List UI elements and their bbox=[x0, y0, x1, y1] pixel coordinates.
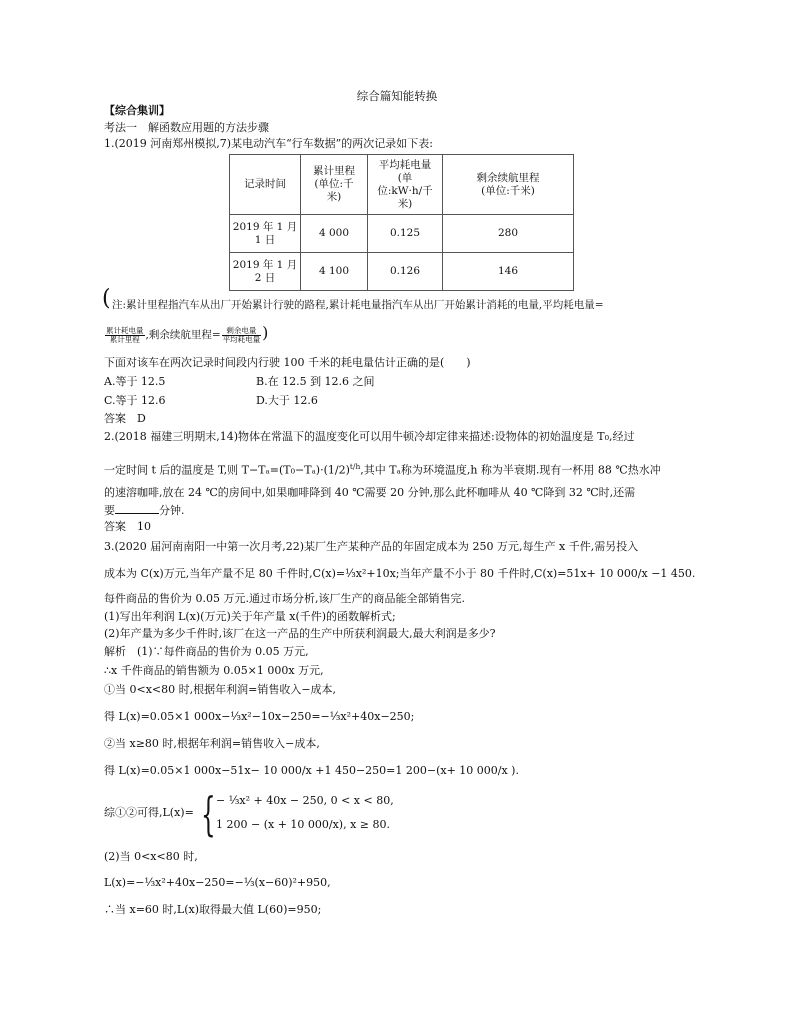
fraction-denominator: 平均耗电量 bbox=[222, 334, 261, 344]
fraction-numerator: 累计耗电量 bbox=[106, 325, 144, 335]
q2-line-4 bbox=[104, 502, 185, 518]
q2-formula-right: ,其中 Tₐ称为环境温度,h 称为半衰期.现有一杯用 88 ℃热水冲 bbox=[360, 463, 661, 477]
table-header-cell bbox=[301, 155, 368, 215]
q1-option-b: B.在 12.5 到 12.6 之间 bbox=[256, 375, 375, 388]
note-fraction-1 bbox=[105, 327, 145, 344]
q3-line-5: (2)年产量为多少千件时,该厂在这一产品的生产中所获利润最大,最大利润是多少? bbox=[104, 627, 496, 640]
table-header-cell bbox=[368, 155, 443, 215]
q3-solution-5: ②当 x≥80 时,根据年利润=销售收入−成本, bbox=[104, 737, 320, 750]
q3-solution-10: ∴当 x=60 时,L(x)取得最大值 L(60)=950; bbox=[104, 903, 322, 916]
note-line-2 bbox=[104, 323, 269, 344]
table-cell bbox=[230, 253, 301, 291]
note-mid-text: ,剩余续航里程= bbox=[145, 329, 221, 341]
table-cell bbox=[230, 215, 301, 253]
section-heading: 【综合集训】 bbox=[104, 104, 170, 117]
q3-solution-2: ∴x 千件商品的销售额为 0.05×1 000x 万元, bbox=[104, 664, 324, 677]
table-header-cell bbox=[230, 155, 301, 215]
q1-option-c: C.等于 12.6 bbox=[104, 394, 166, 407]
q3-line-2: 成本为 C(x)万元,当年产量不足 80 千件时,C(x)=⅓x²+10x;当年产量不小于 80 千件时,C(x)=51x+ 10 000/x −1 450. bbox=[104, 567, 696, 580]
q2-line-4-suffix: 分钟. bbox=[159, 504, 185, 517]
q3-solution-1: 解析 (1)∵每件商品的售价为 0.05 万元, bbox=[104, 645, 309, 658]
q2-line-4-prefix: 要 bbox=[104, 504, 115, 517]
q2-answer: 答案 10 bbox=[104, 520, 151, 533]
table-cell: 4 000 bbox=[301, 215, 368, 253]
q1-option-d: D.大于 12.6 bbox=[256, 394, 318, 407]
fraction-denominator: 累计里程 bbox=[109, 334, 140, 344]
q3-solution-9: L(x)=−⅓x²+40x−250=−⅓(x−60)²+950, bbox=[104, 876, 331, 889]
table-cell: 0.126 bbox=[368, 253, 443, 291]
q3-solution-3: ①当 0<x<80 时,根据年利润=销售收入−成本, bbox=[104, 683, 337, 696]
fraction-numerator: 剩余电量 bbox=[222, 327, 262, 336]
header-text: 记录时间 bbox=[244, 178, 286, 190]
q1-option-a: A.等于 12.5 bbox=[104, 375, 166, 388]
q2-line-3: 的速溶咖啡,放在 24 ℃的房间中,如果咖啡降到 40 ℃需要 20 分钟,那么此杯咖啡从 40 ℃降到 32 ℃时,还需 bbox=[104, 486, 636, 499]
table-cell: 0.125 bbox=[368, 215, 443, 253]
table-header-row bbox=[230, 155, 574, 215]
q3-line-4: (1)写出年利润 L(x)(万元)关于年产量 x(千件)的函数解析式; bbox=[104, 610, 396, 623]
table-row bbox=[230, 215, 574, 253]
q3-piecewise-case-1: − ⅓x² + 40x − 250, 0 < x < 80, bbox=[216, 794, 394, 807]
table-row bbox=[230, 253, 574, 291]
q3-line-3: 每件商品的售价为 0.05 万元.通过市场分析,该厂生产的商品能全部销售完. bbox=[104, 592, 465, 605]
cell-text: 2019 年 1 月 2 日 bbox=[232, 258, 298, 284]
q3-line-1: 3.(2020 届河南南阳一中第一次月考,22)某厂生产某种产品的年固定成本为 250 万元,每生产 x 千件,需另投入 bbox=[104, 540, 639, 553]
note-line-1: 注:累计里程指汽车从出厂开始累计行驶的路程,累计耗电量指汽车从出厂开始累计消耗的电量,平均耗电量= bbox=[112, 299, 604, 311]
table-cell: 4 100 bbox=[301, 253, 368, 291]
page-title: 综合篇知能转换 bbox=[356, 89, 438, 103]
note-left-paren: ( bbox=[102, 286, 111, 311]
q2-formula-left: 一定时间 t 后的温度是 T,则 T−Tₐ=(T₀−Tₐ)· bbox=[104, 463, 324, 477]
q3-piecewise-label: 综①②可得,L(x)= bbox=[104, 806, 194, 819]
table-cell: 280 bbox=[443, 215, 574, 253]
header-text: 剩余续航里程 (单位:千米) bbox=[476, 171, 540, 197]
q2-exponent: t/h bbox=[349, 462, 361, 471]
record-table bbox=[229, 154, 574, 291]
table-header-cell bbox=[443, 155, 574, 215]
q2-half-base: (1/2) bbox=[323, 463, 350, 477]
note-fraction-2 bbox=[222, 327, 262, 344]
header-text: 平均耗电量 (单 位:kW·h/千 米) bbox=[377, 158, 433, 210]
q1-question: 下面对该车在两次记录时间段内行驶 100 千米的耗电量估计正确的是( ) bbox=[104, 356, 471, 369]
q2-line-1: 2.(2018 福建三明期末,14)物体在常温下的温度变化可以用牛顿冷却定律来描述:设物体的初始温度是 T₀,经过 bbox=[104, 430, 635, 443]
note-right-paren: ) bbox=[262, 323, 269, 342]
q3-solution-4: 得 L(x)=0.05×1 000x−⅓x²−10x−250=−⅓x²+40x−250; bbox=[104, 710, 415, 723]
q2-line-2 bbox=[104, 460, 661, 478]
answer-blank bbox=[115, 502, 159, 514]
cell-text: 2019 年 1 月 1 日 bbox=[232, 220, 298, 246]
method-heading: 考法一 解函数应用题的方法步骤 bbox=[104, 121, 269, 134]
q3-piecewise-case-2: 1 200 − (x + 10 000/x), x ≥ 80. bbox=[216, 818, 390, 831]
q1-answer: 答案 D bbox=[104, 412, 146, 425]
table-cell: 146 bbox=[443, 253, 574, 291]
q3-solution-8: (2)当 0<x<80 时, bbox=[104, 850, 198, 863]
q1-stem: 1.(2019 河南郑州模拟,7)某电动汽车“行车数据”的两次记录如下表: bbox=[104, 137, 434, 150]
q3-solution-6: 得 L(x)=0.05×1 000x−51x− 10 000/x +1 450−250=1 200−(x+ 10 000/x ). bbox=[104, 764, 519, 777]
header-text: 累计里程 (单位:千 米) bbox=[313, 165, 355, 203]
piecewise-brace: { bbox=[201, 787, 216, 841]
